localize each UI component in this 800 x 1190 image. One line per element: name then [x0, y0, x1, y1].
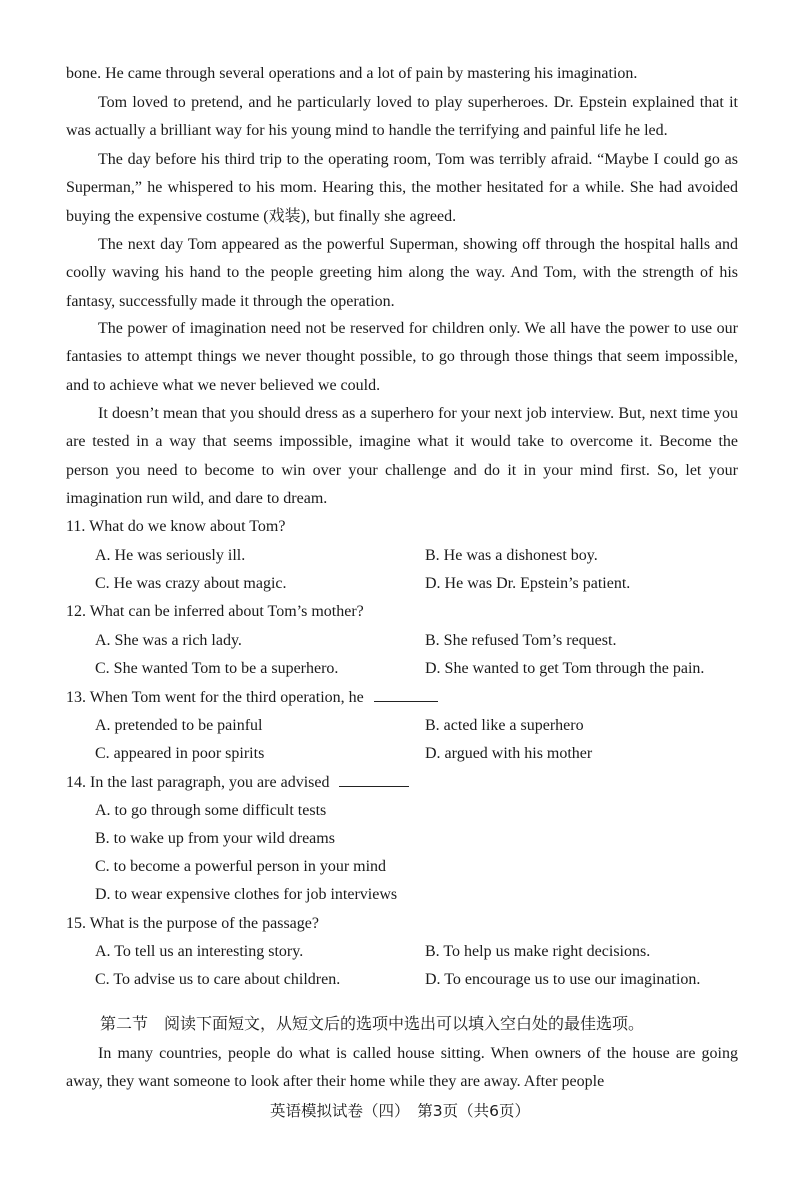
passage-paragraph-5: The power of imagination need not be reserved for children only. We all have the power to use our fantasies to attempt things we never thought possible, to go through those things that seem impossible, and to achieve what we never believed we could.	[66, 320, 738, 394]
question-12-option-d: D. She wanted to get Tom through the pain.	[425, 660, 705, 677]
question-13	[66, 687, 438, 708]
question-11-option-c: C. He was crazy about magic.	[95, 575, 287, 592]
question-14-stem: 14. In the last paragraph, you are advised	[66, 774, 330, 791]
question-15-option-d: D. To encourage us to use our imagination.	[425, 971, 701, 988]
passage-paragraph-1: bone. He came through several operations and a lot of pain by mastering his imagination.	[66, 65, 638, 82]
question-11-stem: 11. What do we know about Tom?	[66, 518, 286, 535]
question-14-option-c: C. to become a powerful person in your mind	[95, 858, 387, 875]
question-14-option-b: B. to wake up from your wild dreams	[95, 830, 335, 847]
question-12-option-b: B. She refused Tom’s request.	[425, 632, 617, 649]
question-14-option-d: D. to wear expensive clothes for job interviews	[95, 886, 398, 903]
question-15-stem: 15. What is the purpose of the passage?	[66, 915, 319, 932]
question-15-option-a: A. To tell us an interesting story.	[95, 943, 304, 960]
passage-paragraph-2: Tom loved to pretend, and he particularly loved to play superheroes. Dr. Epstein explained that it was actually a brilliant way for his young mind to handle the terrifying and painful life he led.	[66, 94, 738, 140]
question-11-option-a: A. He was seriously ill.	[95, 547, 246, 564]
answer-blank	[339, 772, 409, 787]
question-13-option-a: A. pretended to be painful	[95, 717, 263, 734]
page-footer: 英语模拟试卷（四） 第3页（共6页）	[270, 1102, 530, 1120]
question-15-option-c: C. To advise us to care about children.	[95, 971, 341, 988]
question-12-stem: 12. What can be inferred about Tom’s mother?	[66, 603, 364, 620]
question-12-option-a: A. She was a rich lady.	[95, 632, 242, 649]
answer-blank	[374, 687, 438, 702]
question-11-option-b: B. He was a dishonest boy.	[425, 547, 598, 564]
question-14-option-a: A. to go through some difficult tests	[95, 802, 327, 819]
question-12-option-c: C. She wanted Tom to be a superhero.	[95, 660, 339, 677]
question-13-stem: 13. When Tom went for the third operation, he	[66, 689, 364, 706]
question-13-option-b: B. acted like a superhero	[425, 717, 584, 734]
section-2-title: 第二节 阅读下面短文，从短文后的选项中选出可以填入空白处的最佳选项。	[100, 1014, 645, 1033]
section-2-passage: In many countries, people do what is called house sitting. When owners of the house are going away, they want someone to look after their home while they are away. After people	[66, 1045, 738, 1091]
passage-paragraph-6: It doesn’t mean that you should dress as a superhero for your next job interview. But, next time you are tested in a way that seems impossible, imagine what it would take to overcome it. Become the person you need to become to win over your challenge and do it in your mind first. So, let your imagination run wild, and dare to dream.	[66, 405, 738, 508]
question-14	[66, 772, 409, 793]
passage-paragraph-4: The next day Tom appeared as the powerful Superman, showing off through the hospital halls and coolly waving his hand to the people greeting him along the way. And Tom, with the strength of his fantasy, successfully made it through the operation.	[66, 236, 738, 310]
question-13-option-d: D. argued with his mother	[425, 745, 593, 762]
question-13-option-c: C. appeared in poor spirits	[95, 745, 265, 762]
question-11-option-d: D. He was Dr. Epstein’s patient.	[425, 575, 631, 592]
passage-paragraph-3: The day before his third trip to the operating room, Tom was terribly afraid. “Maybe I could go as Superman,” he whispered to his mom. Hearing this, the mother hesitated for a while. She had avoided buying the expensive costume (戏装), but finally she agreed.	[66, 151, 738, 225]
question-15-option-b: B. To help us make right decisions.	[425, 943, 651, 960]
